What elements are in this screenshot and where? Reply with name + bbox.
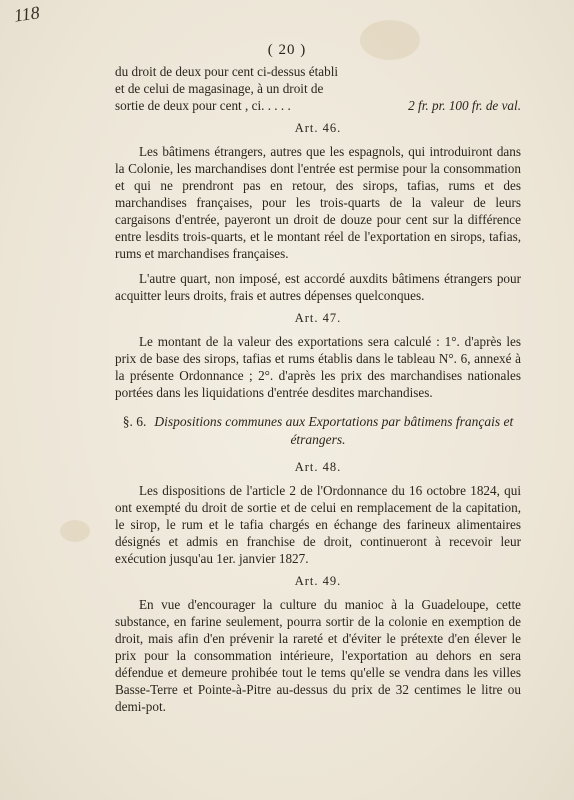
handwritten-folio-mark: 118 [12,2,41,26]
article-47-paragraph: Le montant de la valeur des exportations sera calculé : 1°. d'après les prix de base des sirops, tafias et rums établis dans le tableau N°. 6, annexé à la présente Ordonnance ; 2°. d'après les prix des marchandises nationales portées dans les liquidations d'entrée desdites marchandises. [115,334,521,400]
article-49-heading: Art. 49. [294,574,342,588]
duty-rate: 2 fr. pr. 100 fr. de val. [408,98,521,113]
article-47-heading: Art. 47. [294,311,342,325]
intro-line-3-text: sortie de deux pour cent , ci. . . . . [115,98,291,113]
article-49-paragraph: En vue d'encourager la culture du manioc à la Guadeloupe, cette substance, en farine seulement, pourra sortir de la colonie en exemption de droit, mais afin d'en prévenir la rareté et d'éviter le prétexte d'en élever le prix pour la consommation intérieure, l'exportation au dehors en sera défendue et demeure prohibée tout le tems qu'elle se vendra dans les villes Basse-Terre et Pointe-à-Pitre au-dessus du prix de 32 centimes le litre ou demi-pot. [115,597,521,714]
intro-block [115,63,521,114]
article-48-heading: Art. 48. [294,460,342,474]
article-46-heading: Art. 46. [294,121,342,135]
article-46-paragraph-1: Les bâtimens étrangers, autres que les espagnols, qui introduiront dans la Colonie, les marchandises dont l'entrée est permise pour la consommation et qui ne prendront pas en retour, des sirops, tafias, rums et des marchandises françaises, pour les trois-quarts de la valeur de leurs cargaisons d'entrée, payeront un droit de douze pour cent sur la différence entre lesdits trois-quarts, et le montant réel de l'exportation en sirops, tafias, rums et marchandises françaises. [115,144,521,261]
page-number: ( 20 ) [267,42,307,58]
section-number: §. 6. [122,414,147,429]
paper-stain [60,520,90,542]
intro-line-1: du droit de deux pour cent ci-dessus établi [115,64,339,79]
intro-line-2: et de celui de magasinage, à un droit de [115,81,324,96]
document-body [115,63,521,715]
article-46-paragraph-2: L'autre quart, non imposé, est accordé auxdits bâtimens étrangers pour acquitter leurs droits, frais et autres dépenses quelconques. [115,271,521,303]
intro-line-3 [115,97,521,114]
section-title: Dispositions communes aux Exportations par bâtimens français et étrangers. [154,414,514,447]
article-48-paragraph: Les dispositions de l'article 2 de l'Ordonnance du 16 octobre 1824, qui ont exempté du droit de sortie et de celui en remplacement de la capitation, le sirop, le rum et le tafia chargés en échange des farineux alimentaires désignés et admis en franchise de droit, continueront à recevoir leur exécution jusqu'au 1er. janvier 1827. [115,483,521,566]
section-6-title-block [115,413,521,449]
